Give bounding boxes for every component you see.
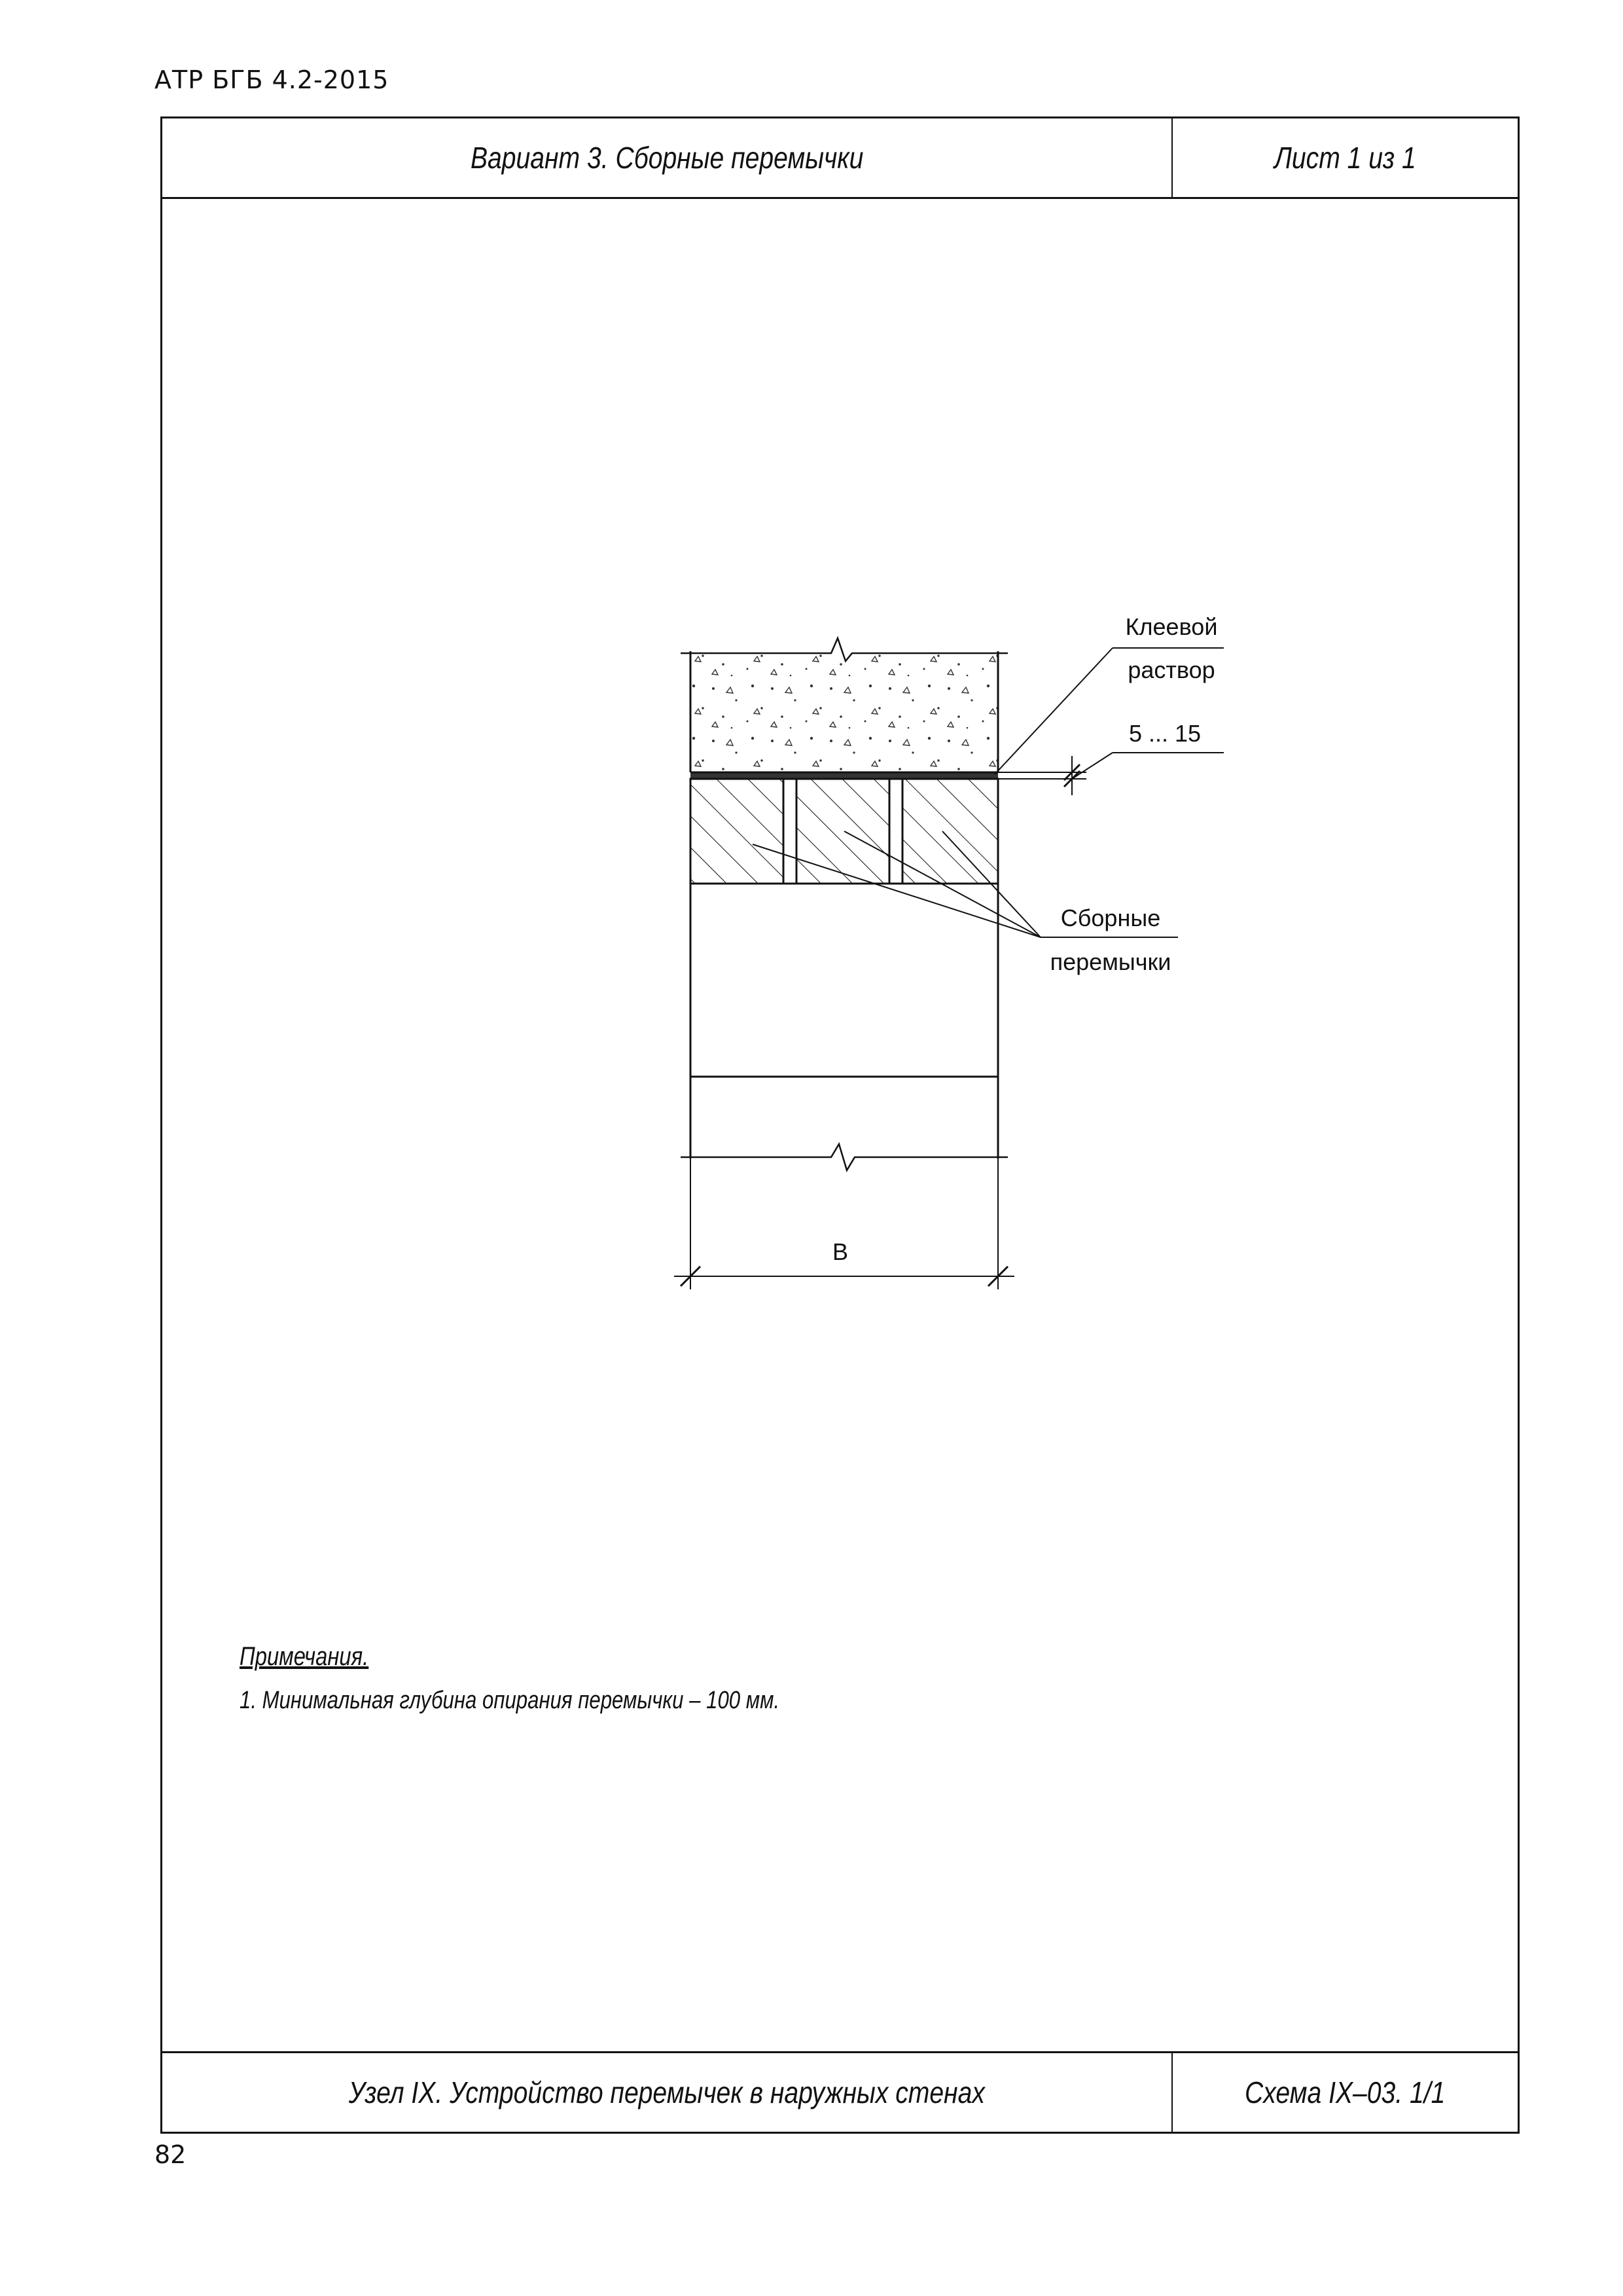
notes-heading: Примечания. — [240, 1642, 369, 1671]
joint-range-label: 5 ... 15 — [1128, 720, 1202, 747]
sheet-title: Вариант 3. Сборные перемычки — [470, 141, 864, 175]
width-label: B — [832, 1238, 849, 1265]
adhesive-leader — [995, 613, 1224, 774]
note-item: 1. Минимальная глубина опирания перемычки – 100 мм. — [240, 1687, 780, 1714]
joint-dimension — [998, 720, 1224, 795]
node-title: Узел IX. Устройство перемычек в наружных стенах — [348, 2075, 986, 2109]
wall-below — [681, 884, 1008, 1170]
adhesive-label-line2: раствор — [1128, 656, 1215, 683]
scheme-number: Схема IX–03. 1/1 — [1245, 2075, 1446, 2109]
width-dimension — [674, 1158, 1014, 1289]
page-number: 82 — [154, 2140, 187, 2169]
concrete-slab — [681, 638, 1008, 772]
lintels-label-line1: Сборные — [1060, 905, 1161, 931]
lintels-label-line2: перемычки — [1050, 948, 1171, 975]
document-code: АТР БГБ 4.2-2015 — [154, 65, 389, 94]
sheet-counter: Лист 1 из 1 — [1274, 141, 1416, 175]
adhesive-label-line1: Клеевой — [1125, 613, 1218, 640]
